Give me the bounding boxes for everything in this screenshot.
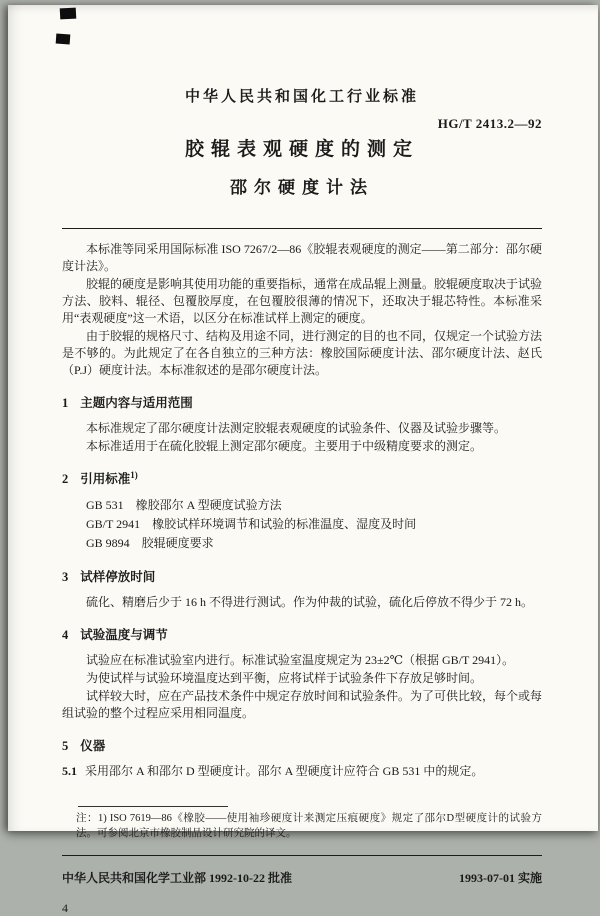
intro-paragraph-1: 本标准等同采用国际标准 ISO 7267/2—86《胶辊表观硬度的测定——第二部分：邵尔硬度计法》。 <box>62 242 542 273</box>
document-content <box>62 5 542 916</box>
section-number: 1 <box>62 396 69 410</box>
footnote <box>62 811 542 841</box>
footnote-label: 注： <box>76 813 98 824</box>
section-number: 4 <box>62 628 69 642</box>
section-4-paragraph: 试验应在标准试验室内进行。标准试验室温度规定为 23±2℃（根据 GB/T 2941）。 <box>86 653 515 667</box>
section-4-paragraph: 试样较大时，应在产品技术条件中规定存放时间和试验条件。为了可供比较，每个或每组试验的整个过程应采用相同温度。 <box>62 689 543 720</box>
referenced-standard: GB 9894 胶辊硬度要求 <box>86 536 214 550</box>
header-divider <box>62 228 542 229</box>
approval-statement: 中华人民共和国化学工业部 1992-10-22 批准 <box>62 871 292 885</box>
section-title: 试样停放时间 <box>80 570 156 584</box>
footer-divider <box>62 855 542 856</box>
document-header <box>62 85 542 198</box>
section-title: 试验温度与调节 <box>80 628 168 642</box>
clause-5-1 <box>62 763 542 780</box>
document-title: 胶辊表观硬度的测定 <box>184 139 419 160</box>
intro-paragraph-2: 胶辊的硬度是影响其使用功能的重要指标，通常在成品辊上测量。胶辊硬度取决于试验方法、胶料、辊径、包覆胶厚度，在包覆胶很薄的情况下，还取决于辊芯特性。本标准采用“表观硬度”这一术语，以区分在标准试样上测定的硬度。 <box>62 277 543 325</box>
standard-number: HG/T 2413.2—92 <box>437 116 542 131</box>
section-heading-5 <box>62 736 542 754</box>
referenced-standard: GB 531 橡胶邵尔 A 型硬度试验方法 <box>86 498 282 512</box>
referenced-standard: GB/T 2941 橡胶试样环境调节和试验的标准温度、湿度及时间 <box>86 517 417 531</box>
section-heading-2 <box>62 469 542 487</box>
document-page <box>8 5 598 915</box>
section-number: 2 <box>62 472 69 486</box>
section-heading-3 <box>62 567 542 585</box>
section-number: 5 <box>62 739 69 753</box>
footnote-reference-mark: 1) <box>130 469 138 480</box>
intro-paragraph-3: 由于胶辊的规格尺寸、结构及用途不同，进行测定的目的也不同，仅规定一个试验方法是不够的。为此规定了在各自独立的三种方法：橡胶国际硬度计法、邵尔硬度计法、赵氏（P.J）硬度计法。本标准叙述的是邵尔硬度计法。 <box>62 329 543 377</box>
clause-number: 5.1 <box>62 764 77 778</box>
section-heading-4 <box>62 625 542 643</box>
page-number: 4 <box>62 901 68 915</box>
section-1-paragraph: 本标准适用于在硫化胶辊上测定邵尔硬度。主要用于中级精度要求的测定。 <box>86 439 483 453</box>
footnote-text: 1) ISO 7619—86《橡胶——使用袖珍硬度计来测定压痕硬度》规定了邵尔D型硬度计的试验方法。可参阅北京市橡胶制品设计研究院的译文。 <box>76 813 543 839</box>
document-subtitle: 邵尔硬度计法 <box>230 178 374 197</box>
clause-text: 采用邵尔 A 和邵尔 D 型硬度计。邵尔 A 型硬度计应符合 GB 531 中的规定。 <box>85 764 484 778</box>
standard-org-title: 中华人民共和国化工行业标准 <box>184 89 419 105</box>
section-4-paragraph: 为使试样与试验环境温度达到平衡，应将试样于试验条件下存放足够时间。 <box>86 671 483 685</box>
document-footer <box>62 869 542 886</box>
footnote-block <box>62 806 542 841</box>
section-title: 主题内容与适用范围 <box>80 396 193 410</box>
section-3-paragraph: 硫化、精磨后少于 16 h 不得进行测试。作为仲裁的试验，硫化后停放不得少于 72 h。 <box>86 595 534 609</box>
footnote-divider <box>78 806 228 807</box>
section-title: 引用标准 <box>80 472 131 486</box>
section-heading-1 <box>62 393 542 411</box>
section-title: 仪器 <box>80 739 106 753</box>
section-1-paragraph: 本标准规定了邵尔硬度计法测定胶辊表观硬度的试验条件、仪器及试验步骤等。 <box>86 421 507 435</box>
implementation-date: 1993-07-01 实施 <box>459 871 542 885</box>
section-number: 3 <box>62 570 69 584</box>
